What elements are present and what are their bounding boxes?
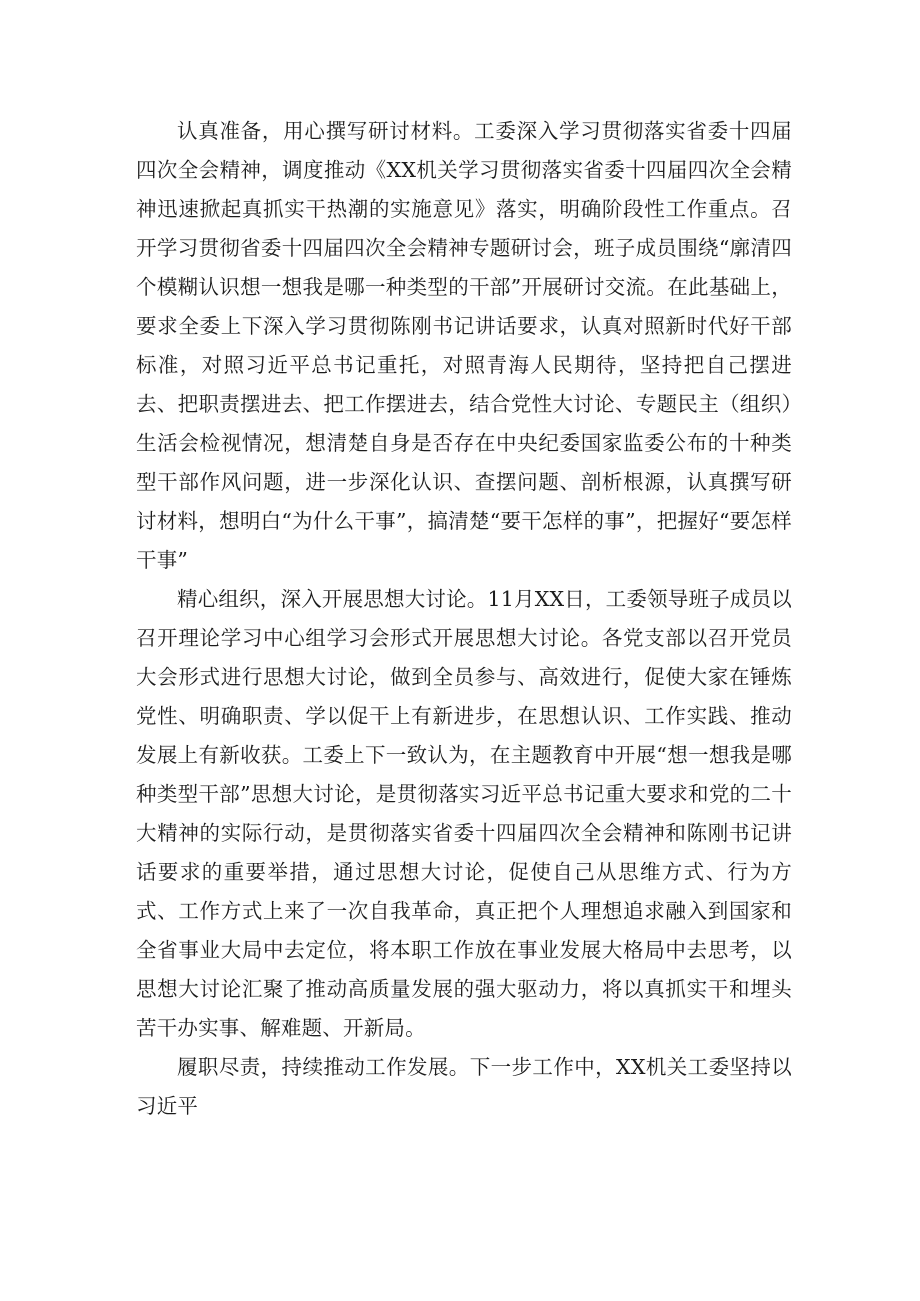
paragraph-preparation: 认真准备，用心撰写研讨材料。工委深入学习贯彻落实省委十四届四次全会精神，调度推动《XX机关学习贯彻落实省委十四届四次全会精神迅速掀起真抓实干热潮的实施意见》落实，明确阶段性工作重点。召开学习贯彻省委十四届四次全会精神专题研讨会，班子成员围绕“廓清四个模糊认识想一想我是哪一种类型的干部”开展研讨交流。在此基础上，要求全委上下深入学习贯彻陈刚书记讲话要求，认真对照新时代好干部标准，对照习近平总书记重托，对照青海人民期待，坚持把自己摆进去、把职责摆进去、把工作摆进去，结合党性大讨论、专题民主（组织）生活会检视情况，想清楚自身是否存在中央纪委国家监委公布的十种类型干部作风问题，进一步深化认识、查摆问题、剖析根源，认真撰写研讨材料，想明白“为什么干事”，搞清楚“要干怎样的事”，把握好“要怎样干事” (136, 119, 792, 572)
paragraph-duty: 履职尽责，持续推动工作发展。下一步工作中，XX机关工委坚持以习近平 (136, 1055, 792, 1118)
document-body (136, 112, 792, 1126)
paragraph-discussion: 精心组织，深入开展思想大讨论。11月XX日，工委领导班子成员以召开理论学习中心组学习会形式开展思想大讨论。各党支部以召开党员大会形式进行思想大讨论，做到全员参与、高效进行，促使大家在锤炼党性、明确职责、学以促干上有新进步，在思想认识、工作实践、推动发展上有新收获。工委上下一致认为，在主题教育中开展“想一想我是哪种类型干部”思想大讨论，是贯彻落实习近平总书记重大要求和党的二十大精神的实际行动，是贯彻落实省委十四届四次全会精神和陈刚书记讲话要求的重要举措，通过思想大讨论，促使自己从思维方式、行为方式、工作方式上来了一次自我革命，真正把个人理想追求融入到国家和全省事业大局中去定位，将本职工作放在事业发展大格局中去思考，以思想大讨论汇聚了推动高质量发展的强大驱动力，将以真抓实干和埋头苦干办实事、解难题、开新局。 (136, 587, 792, 1040)
